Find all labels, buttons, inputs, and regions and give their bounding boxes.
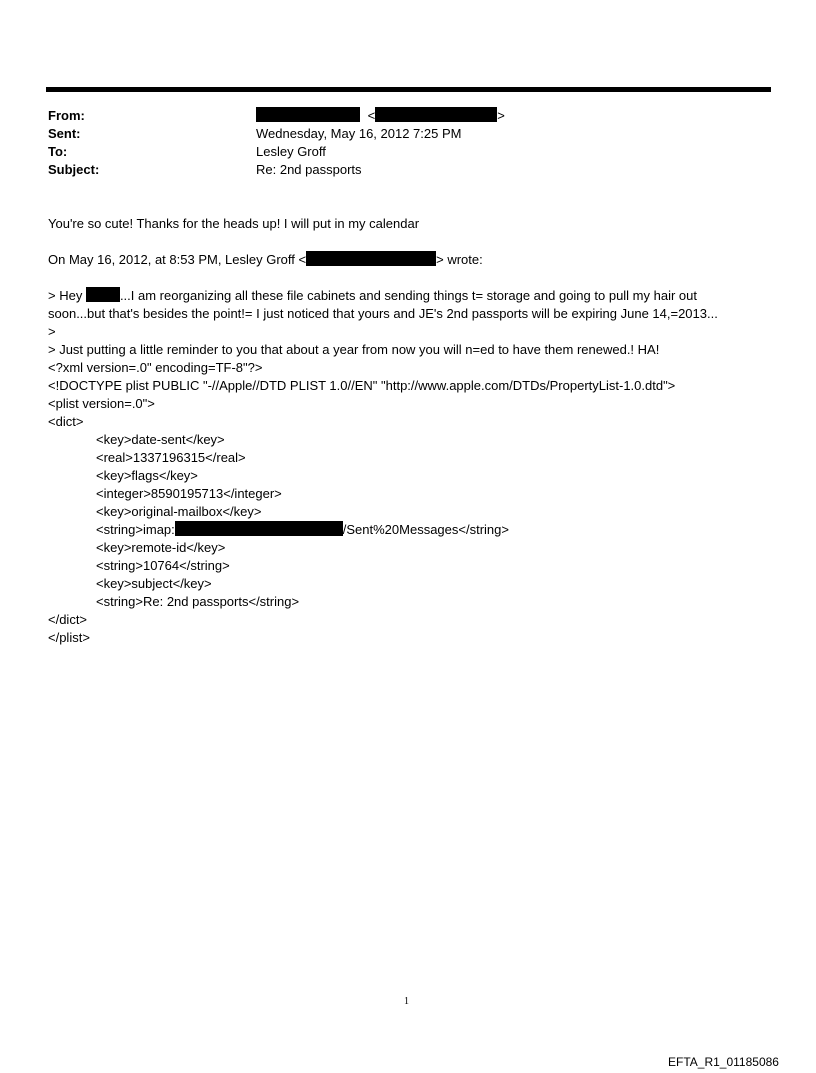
xml-line: <plist version=.0"> (48, 396, 155, 411)
xml-line: <key>remote-id</key> (96, 540, 226, 555)
xml-line: <!DOCTYPE plist PUBLIC "-//Apple//DTD PLIST 1.0//EN" "http://www.apple.com/DTDs/PropertyList-1.0.dtd"> (48, 378, 676, 393)
header-rule (46, 87, 771, 92)
quoted-line (48, 287, 697, 305)
quoted-line-rest: ...I am reorganizing all these file cabinets and sending things t= storage and going to pull my hair out (119, 288, 697, 303)
xml-line: <?xml version=.0" encoding=TF-8"?> (48, 360, 263, 375)
from-gt: > (497, 108, 505, 123)
quote-intro-pre: On May 16, 2012, at 8:53 PM, Lesley Groff < (48, 252, 307, 267)
from-lt: < (367, 108, 376, 123)
xml-line: <key>flags</key> (96, 468, 198, 483)
xml-line-pre: <string>imap: (96, 522, 175, 537)
xml-line: <key>subject</key> (96, 576, 212, 591)
subject-label: Subject: (48, 162, 100, 177)
quoted-line: soon...but that's besides the point!= I just noticed that yours and JE's 2nd passports will be expiring June 14,=2013... (48, 306, 718, 321)
redaction-block (375, 107, 497, 122)
redaction-block (86, 287, 120, 302)
xml-line: <string>10764</string> (96, 558, 230, 573)
xml-line-post: /Sent%20Messages</string> (342, 522, 509, 537)
xml-line: <string>Re: 2nd passports</string> (96, 594, 300, 609)
xml-line: <dict> (48, 414, 84, 429)
reply-text: You're so cute! Thanks for the heads up! I will put in my calendar (48, 216, 420, 231)
sent-label: Sent: (48, 126, 81, 141)
xml-line: </dict> (48, 612, 88, 627)
page-number: 1 (404, 996, 409, 1007)
xml-line: <integer>8590195713</integer> (96, 486, 282, 501)
quoted-greeting: > Hey (48, 288, 86, 303)
to-label: To: (48, 144, 68, 159)
from-label: From: (48, 108, 85, 123)
xml-line (96, 521, 509, 539)
xml-line: <real>1337196315</real> (96, 450, 246, 465)
sent-value: Wednesday, May 16, 2012 7:25 PM (256, 126, 462, 141)
xml-line: <key>date-sent</key> (96, 432, 225, 447)
from-value (256, 107, 505, 125)
quote-intro-post: > wrote: (436, 252, 483, 267)
redaction-block (306, 251, 436, 266)
quoted-line: > (48, 324, 56, 339)
redaction-block (175, 521, 343, 536)
quoted-line: > Just putting a little reminder to you that about a year from now you will n=ed to have them renewed.! HA! (48, 342, 660, 357)
xml-line: <key>original-mailbox</key> (96, 504, 262, 519)
quote-intro (48, 251, 483, 269)
redaction-block (256, 107, 360, 122)
to-value: Lesley Groff (256, 144, 326, 159)
document-id: EFTA_R1_01185086 (668, 1055, 779, 1069)
subject-value: Re: 2nd passports (256, 162, 362, 177)
xml-line: </plist> (48, 630, 90, 645)
